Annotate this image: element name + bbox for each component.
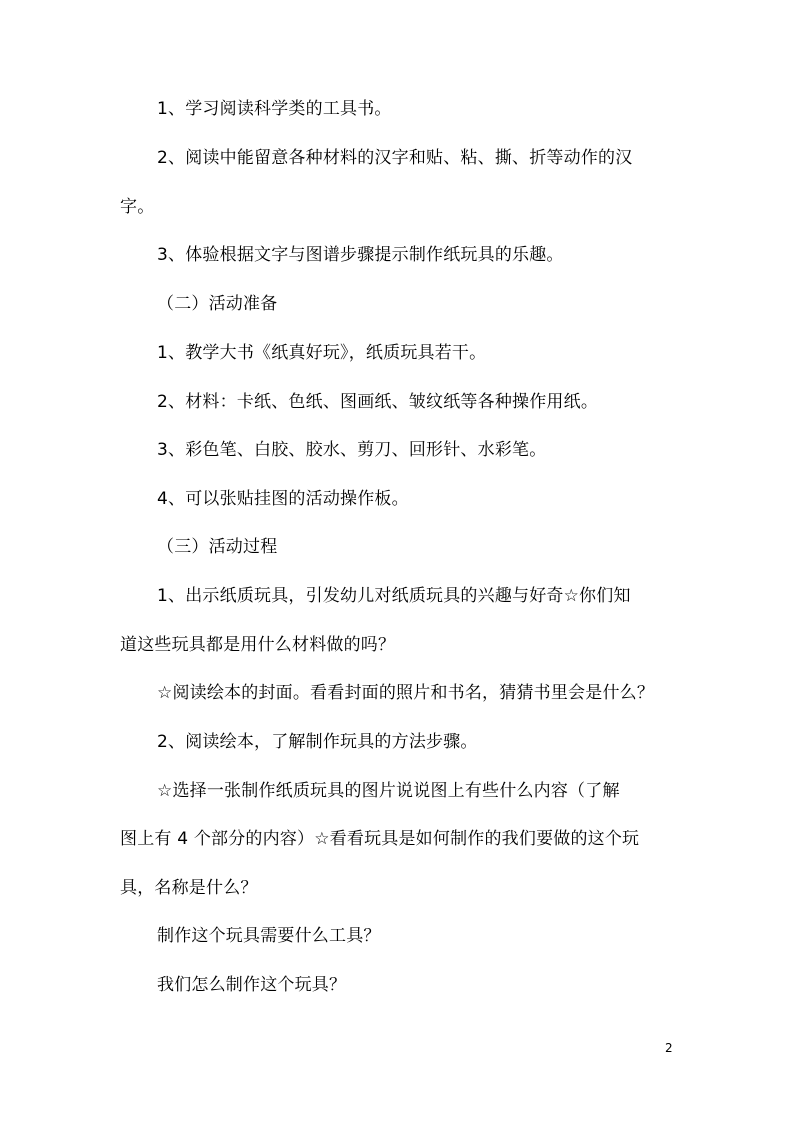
- section-heading-process: （三）活动过程: [157, 537, 278, 557]
- goal-item-2-continued: 字。: [120, 197, 155, 217]
- page-number: 2: [665, 1041, 673, 1055]
- preparation-item-4: 4、可以张贴挂图的活动操作板。: [157, 489, 409, 509]
- goal-item-1: 1、学习阅读科学类的工具书。: [157, 99, 392, 119]
- section-heading-preparation: （二）活动准备: [157, 294, 278, 314]
- process-item-2: 2、阅读绘本，了解制作玩具的方法步骤。: [157, 732, 478, 752]
- process-item-1: 1、出示纸质玩具，引发幼儿对纸质玩具的兴趣与好奇☆你们知: [157, 586, 631, 606]
- process-star-picture-end: 具，名称是什么？: [120, 878, 258, 898]
- process-star-cover: ☆阅读绘本的封面。看看封面的照片和书名，猜猜书里会是什么？: [157, 683, 655, 703]
- goal-item-3: 3、体验根据文字与图谱步骤提示制作纸玩具的乐趣。: [157, 245, 564, 265]
- question-tools: 制作这个玩具需要什么工具？: [157, 926, 381, 946]
- process-item-1-continued: 道这些玩具都是用什么材料做的吗？: [120, 635, 396, 655]
- preparation-item-2: 2、材料：卡纸、色纸、图画纸、皱纹纸等各种操作用纸。: [157, 392, 599, 412]
- process-star-picture-continued: 图上有 4 个部分的内容）☆看看玩具是如何制作的我们要做的这个玩: [120, 829, 640, 849]
- question-method: 我们怎么制作这个玩具？: [157, 975, 347, 995]
- goal-item-2: 2、阅读中能留意各种材料的汉字和贴、粘、撕、折等动作的汉: [157, 148, 633, 168]
- preparation-item-3: 3、彩色笔、白胶、胶水、剪刀、回形针、水彩笔。: [157, 440, 547, 460]
- preparation-item-1: 1、教学大书《纸真好玩》，纸质玩具若干。: [157, 343, 487, 363]
- process-star-picture: ☆选择一张制作纸质玩具的图片说说图上有些什么内容（了解: [157, 781, 620, 801]
